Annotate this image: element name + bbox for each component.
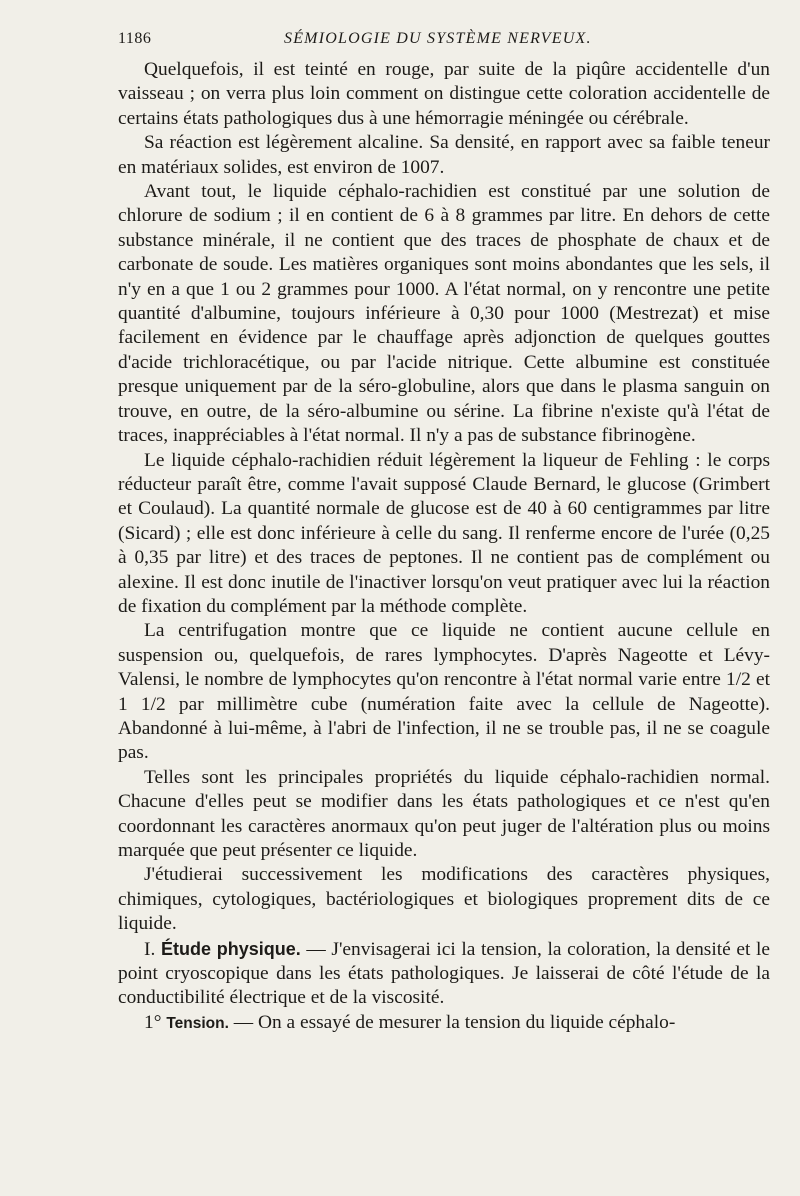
running-title: SÉMIOLOGIE DU SYSTÈME NERVEUX. bbox=[284, 30, 592, 47]
paragraph-reaction-density: Sa réaction est légèrement alcaline. Sa densité, en rapport avec sa faible teneur en matériaux solides, est environ de 1007. bbox=[118, 132, 770, 178]
running-header bbox=[118, 22, 770, 58]
section-physical-study bbox=[118, 937, 770, 1011]
paragraph-properties-summary: Telles sont les principales propriétés du liquide céphalo-rachidien normal. Chacune d'elles peut se modifier dans les états pathologiques et ce n'est qu'en coordonnant les caractères anormaux qu'on peut juger de l'altération plus ou moins marquée que peut présenter ce liquide. bbox=[118, 766, 770, 861]
section-number: I. bbox=[144, 938, 156, 960]
paragraph-bleeding-coloration: Quelquefois, il est teinté en rouge, par suite de la piqûre accidentelle d'un vaisseau ; on verra plus loin comment on distingue cette coloration accidentelle de certains états pathologiques dus à une hémorragie méningée ou cérébrale. bbox=[118, 59, 770, 129]
subsection-title: Tension. bbox=[166, 1014, 229, 1032]
paragraph-chemical-composition: Avant tout, le liquide céphalo-rachidien est constitué par une solution de chlorure de sodium ; il en contient de 6 à 8 grammes par litre. En dehors de cette substance minérale, il ne contient que des traces de phosphate de chaux et de carbonate de soude. Les matières organiques sont moins abondantes que les sels, il n'y en a que 1 ou 2 grammes pour 1000. A l'état normal, on y rencontre une petite quantité d'albumine, toujours inférieure à 0,30 pour 1000 (Mestrezat) et mise facilement en évidence par le chauffage après adjonction de quelques gouttes d'acide trichloracétique, ou par l'acide nitrique. Cette albumine est constituée presque uniquement par de la séro-globuline, alors que dans le plasma sanguin on trouve, en outre, de la séro-albumine ou sérine. La fibrine n'existe qu'à l'état de traces, inappréciables à l'état normal. Il n'y a pas de substance fibrinogène. bbox=[118, 181, 770, 447]
page-number: 1186 bbox=[118, 30, 152, 47]
subsection-number: 1° bbox=[144, 1011, 162, 1033]
paragraph-study-plan: J'étudierai successivement les modifications des caractères physiques, chimiques, cytologiques, bactériologiques et biologiques proprement dits de ce liquide. bbox=[118, 864, 770, 935]
subsection-tension bbox=[118, 1011, 770, 1036]
section-title: Étude physique. bbox=[160, 938, 301, 959]
subsection-text: — On a essayé de mesurer la tension du liquide céphalo- bbox=[228, 1011, 676, 1033]
body-text bbox=[118, 58, 770, 1036]
section-text: — J'envisagerai ici la tension, la coloration, la densité et le point cryoscopique dans les états pathologiques. Je laisserai de côté l'étude de la conductibilité électrique et de la viscosité. bbox=[118, 938, 770, 1009]
paragraph-glucose: Le liquide céphalo-rachidien réduit légèrement la liqueur de Fehling : le corps réducteur paraît être, comme l'avait supposé Claude Bernard, le glucose (Grimbert et Coulaud). La quantité normale de glucose est de 40 à 60 centigrammes par litre (Sicard) ; elle est donc inférieure à celle du sang. Il renferme encore de l'urée (0,25 à 0,35 par litre) et des traces de peptones. Il ne contient pas de complément ou alexine. Il est donc inutile de l'inactiver lorsqu'on veut pratiquer avec lui la réaction de fixation du complément par la méthode complète. bbox=[118, 449, 770, 617]
paragraph-centrifugation: La centrifugation montre que ce liquide ne contient aucune cellule en suspension ou, quelquefois, de rares lymphocytes. D'après Nageotte et Lévy-Valensi, le nombre de lymphocytes qu'on rencontre à l'état normal varie entre 1/2 et 1 1/2 par millimètre cube (numération faite avec la cellule de Nageotte). Abandonné à lui-même, à l'abri de l'infection, il ne se trouble pas, il ne se coagule pas. bbox=[118, 620, 770, 764]
